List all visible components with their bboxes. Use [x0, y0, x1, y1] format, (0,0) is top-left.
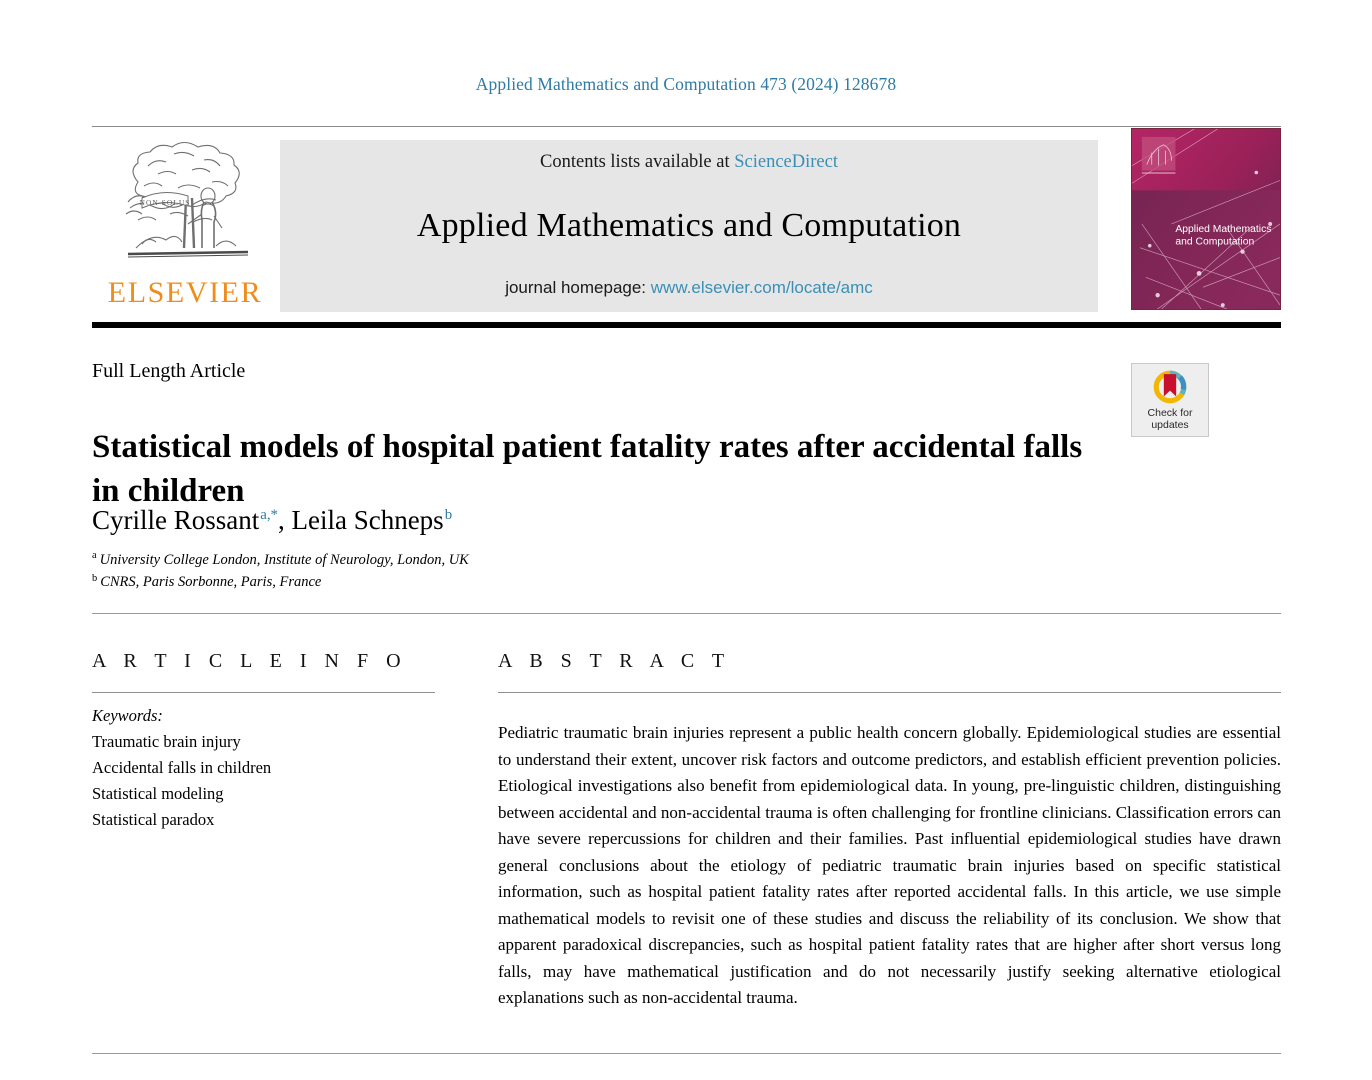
- affiliation-mark-b: b: [92, 572, 98, 584]
- elsevier-logo: [92, 136, 278, 320]
- crossmark-label-line2: updates: [1151, 419, 1189, 432]
- author-list: [92, 504, 1102, 536]
- keyword-item: Traumatic brain injury: [92, 732, 241, 752]
- author-separator: ,: [277, 505, 292, 535]
- keyword-item: Statistical modeling: [92, 784, 224, 804]
- abstract-text: Pediatric traumatic brain injuries represent a public health concern globally. Epidemiological studies are essential to understand their extent, uncover risk factors and outcome predictors, and establish efficient prevention policies. Etiological investigations also benefit from epidemiological data. In young, pre-linguistic children, distinguishing between accidental and non-accidental trauma is often challenging for frontline clinicians. Classification errors can have severe repercussions for children and their families. Past influential epidemiological studies have drawn general conclusions about the etiology of pediatric traumatic brain injuries based on specific statistical information, such as hospital patient fatality rates after reported accidental falls. In this article, we use simple mathematical models to revisit one of these studies and discuss the reliability of its conclusion. We show that apparent paradoxical discrepancies, such as hospital patient fatality rates that are higher after short versus long falls, may have mathematical justification and do not necessarily justify seeking alternative etiological explanations such as non-accidental trauma.: [498, 723, 1281, 1008]
- affiliation-text-b: CNRS, Paris Sorbonne, Paris, France: [100, 574, 322, 591]
- sciencedirect-link[interactable]: ScienceDirect: [734, 152, 838, 172]
- crossmark-icon: [1151, 368, 1189, 406]
- author-mark-1: a,*: [260, 507, 278, 523]
- elsevier-wordmark: ELSEVIER: [107, 276, 263, 309]
- crossmark-badge[interactable]: [1131, 363, 1209, 437]
- crossmark-label-line1: Check for: [1147, 407, 1193, 419]
- cover-title-line2: and Computation: [1175, 236, 1255, 248]
- keywords-block: [92, 703, 442, 833]
- journal-title: Applied Mathematics and Computation: [416, 206, 962, 244]
- affiliation-list: [92, 549, 1102, 594]
- keywords-label: Keywords:: [92, 706, 163, 725]
- affiliation-item: [92, 549, 1102, 571]
- journal-homepage-line: [505, 278, 873, 298]
- abstract-rule: [498, 692, 1281, 693]
- cover-title-line1: Applied Mathematics: [1175, 223, 1272, 235]
- contents-prefix: Contents lists available at: [540, 152, 730, 172]
- article-type-label: Full Length Article: [92, 360, 246, 382]
- affiliation-mark-a: a: [92, 550, 97, 562]
- keyword-item: Statistical paradox: [92, 810, 215, 830]
- journal-homepage-link[interactable]: www.elsevier.com/locate/amc: [650, 277, 873, 297]
- page-bottom-rule: [92, 1053, 1281, 1054]
- journal-masthead: [92, 132, 1281, 320]
- crossmark-label: [1132, 407, 1208, 431]
- journal-cover-thumbnail: [1131, 128, 1281, 310]
- masthead-bottom-rule: [92, 322, 1281, 328]
- journal-band: [280, 140, 1098, 312]
- author-name-2[interactable]: Leila Schneps: [291, 505, 444, 535]
- svg-text:NON SOLUS: NON SOLUS: [139, 198, 190, 207]
- homepage-prefix: journal homepage:: [505, 277, 647, 297]
- affiliations-bottom-rule: [92, 613, 1281, 614]
- contents-list-line: [540, 152, 838, 173]
- keyword-item: Accidental falls in children: [92, 758, 272, 778]
- page-title: Statistical models of hospital patient fatality rates after accidental falls in children: [92, 429, 1083, 509]
- article-info-rule: [92, 692, 435, 693]
- journal-cover-art: [1132, 129, 1280, 309]
- masthead-top-rule: [92, 126, 1281, 127]
- author-name-1[interactable]: Cyrille Rossant: [92, 505, 260, 535]
- affiliation-text-a: University College London, Institute of Neurology, London, UK: [99, 552, 469, 568]
- running-head: Applied Mathematics and Computation 473 (2024) 128678: [475, 74, 897, 94]
- abstract-heading: A B S T R A C T: [498, 650, 731, 672]
- author-mark-2: b: [444, 507, 453, 523]
- affiliation-item: [92, 571, 1102, 593]
- elsevier-tree-icon: [108, 136, 263, 276]
- article-info-heading: A R T I C L E I N F O: [92, 650, 408, 672]
